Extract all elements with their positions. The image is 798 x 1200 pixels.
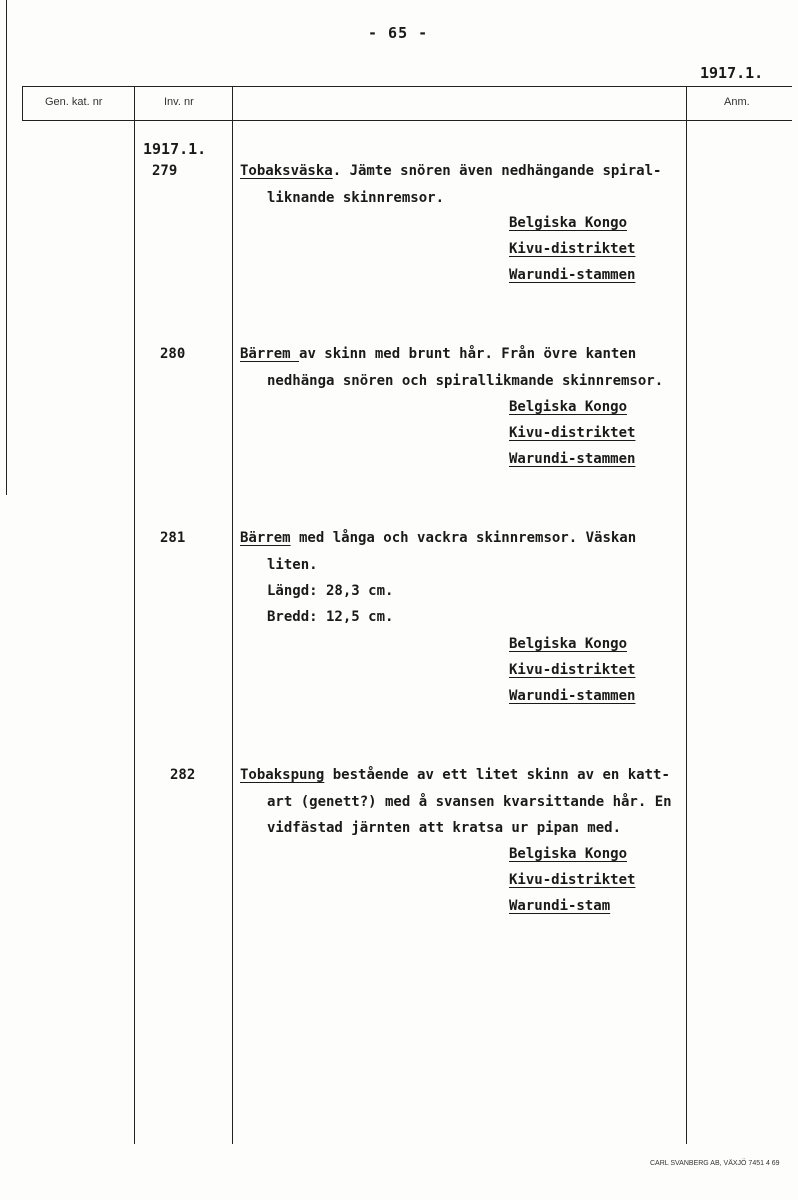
catalog-year: 1917.1.	[700, 64, 764, 82]
locality-tribe: Warundi-stam	[509, 898, 611, 914]
locality-district: Kivu-distriktet	[509, 872, 636, 888]
printer-mark: CARL SVANBERG AB, VÄXJÖ 7451 4 69	[650, 1160, 780, 1167]
page-number: - 65 -	[368, 24, 429, 42]
entry-text: . Jämte snören även nedhängande spiral-	[332, 163, 662, 179]
entry-line-1	[240, 530, 636, 546]
entry-line-1	[240, 767, 670, 783]
locality-country: Belgiska Kongo	[509, 399, 628, 415]
margin-line	[6, 0, 7, 495]
object-term: Tobakspung	[240, 767, 325, 783]
year-mark: 1917.1.	[143, 140, 207, 158]
entry-line-1	[240, 346, 636, 362]
entry-text: av skinn med brunt hår. Från övre kanten	[299, 346, 637, 362]
locality-country: Belgiska Kongo	[509, 215, 628, 231]
inventory-number: 281	[160, 530, 186, 546]
inventory-number: 282	[170, 767, 196, 783]
locality-tribe: Warundi-stammen	[509, 688, 636, 704]
locality-tribe: Warundi-stammen	[509, 267, 636, 283]
inventory-number: 280	[160, 346, 186, 362]
object-term: Bärrem	[240, 530, 291, 546]
length-measurement: Längd: 28,3 cm.	[267, 583, 394, 599]
entry-line-1	[240, 163, 661, 179]
locality-district: Kivu-distriktet	[509, 662, 636, 678]
table-top-rule	[22, 86, 792, 87]
entry-line-2: liknande skinnremsor.	[267, 190, 445, 206]
column-divider-inv-desc	[232, 86, 233, 1144]
entry-line-2: liten.	[267, 557, 318, 573]
column-header-inv-nr: Inv. nr	[164, 96, 194, 108]
locality-country: Belgiska Kongo	[509, 636, 628, 652]
column-divider-gen-inv	[134, 86, 135, 1144]
locality-district: Kivu-distriktet	[509, 425, 636, 441]
column-header-anm: Anm.	[724, 96, 750, 108]
column-header-gen-kat-nr: Gen. kat. nr	[45, 96, 103, 108]
inventory-number: 279	[152, 163, 178, 179]
header-bottom-rule	[22, 120, 792, 121]
entry-text: bestående av ett litet skinn av en katt-	[324, 767, 670, 783]
entry-line-3: vidfästad järnten att kratsa ur pipan med.	[267, 820, 622, 836]
entry-text: med långa och vackra skinnremsor. Väskan	[290, 530, 637, 546]
locality-country: Belgiska Kongo	[509, 846, 628, 862]
object-term: Tobaksväska	[240, 163, 333, 179]
width-measurement: Bredd: 12,5 cm.	[267, 609, 394, 625]
entry-line-2: art (genett?) med å svansen kvarsittande hår. En	[267, 794, 672, 810]
column-divider-desc-anm	[686, 86, 687, 1144]
object-term: Bärrem	[240, 346, 300, 362]
entry-line-2: nedhänga snören och spirallikmande skinnremsor.	[267, 373, 664, 389]
locality-tribe: Warundi-stammen	[509, 451, 636, 467]
locality-district: Kivu-distriktet	[509, 241, 636, 257]
table-left-border	[22, 86, 23, 121]
